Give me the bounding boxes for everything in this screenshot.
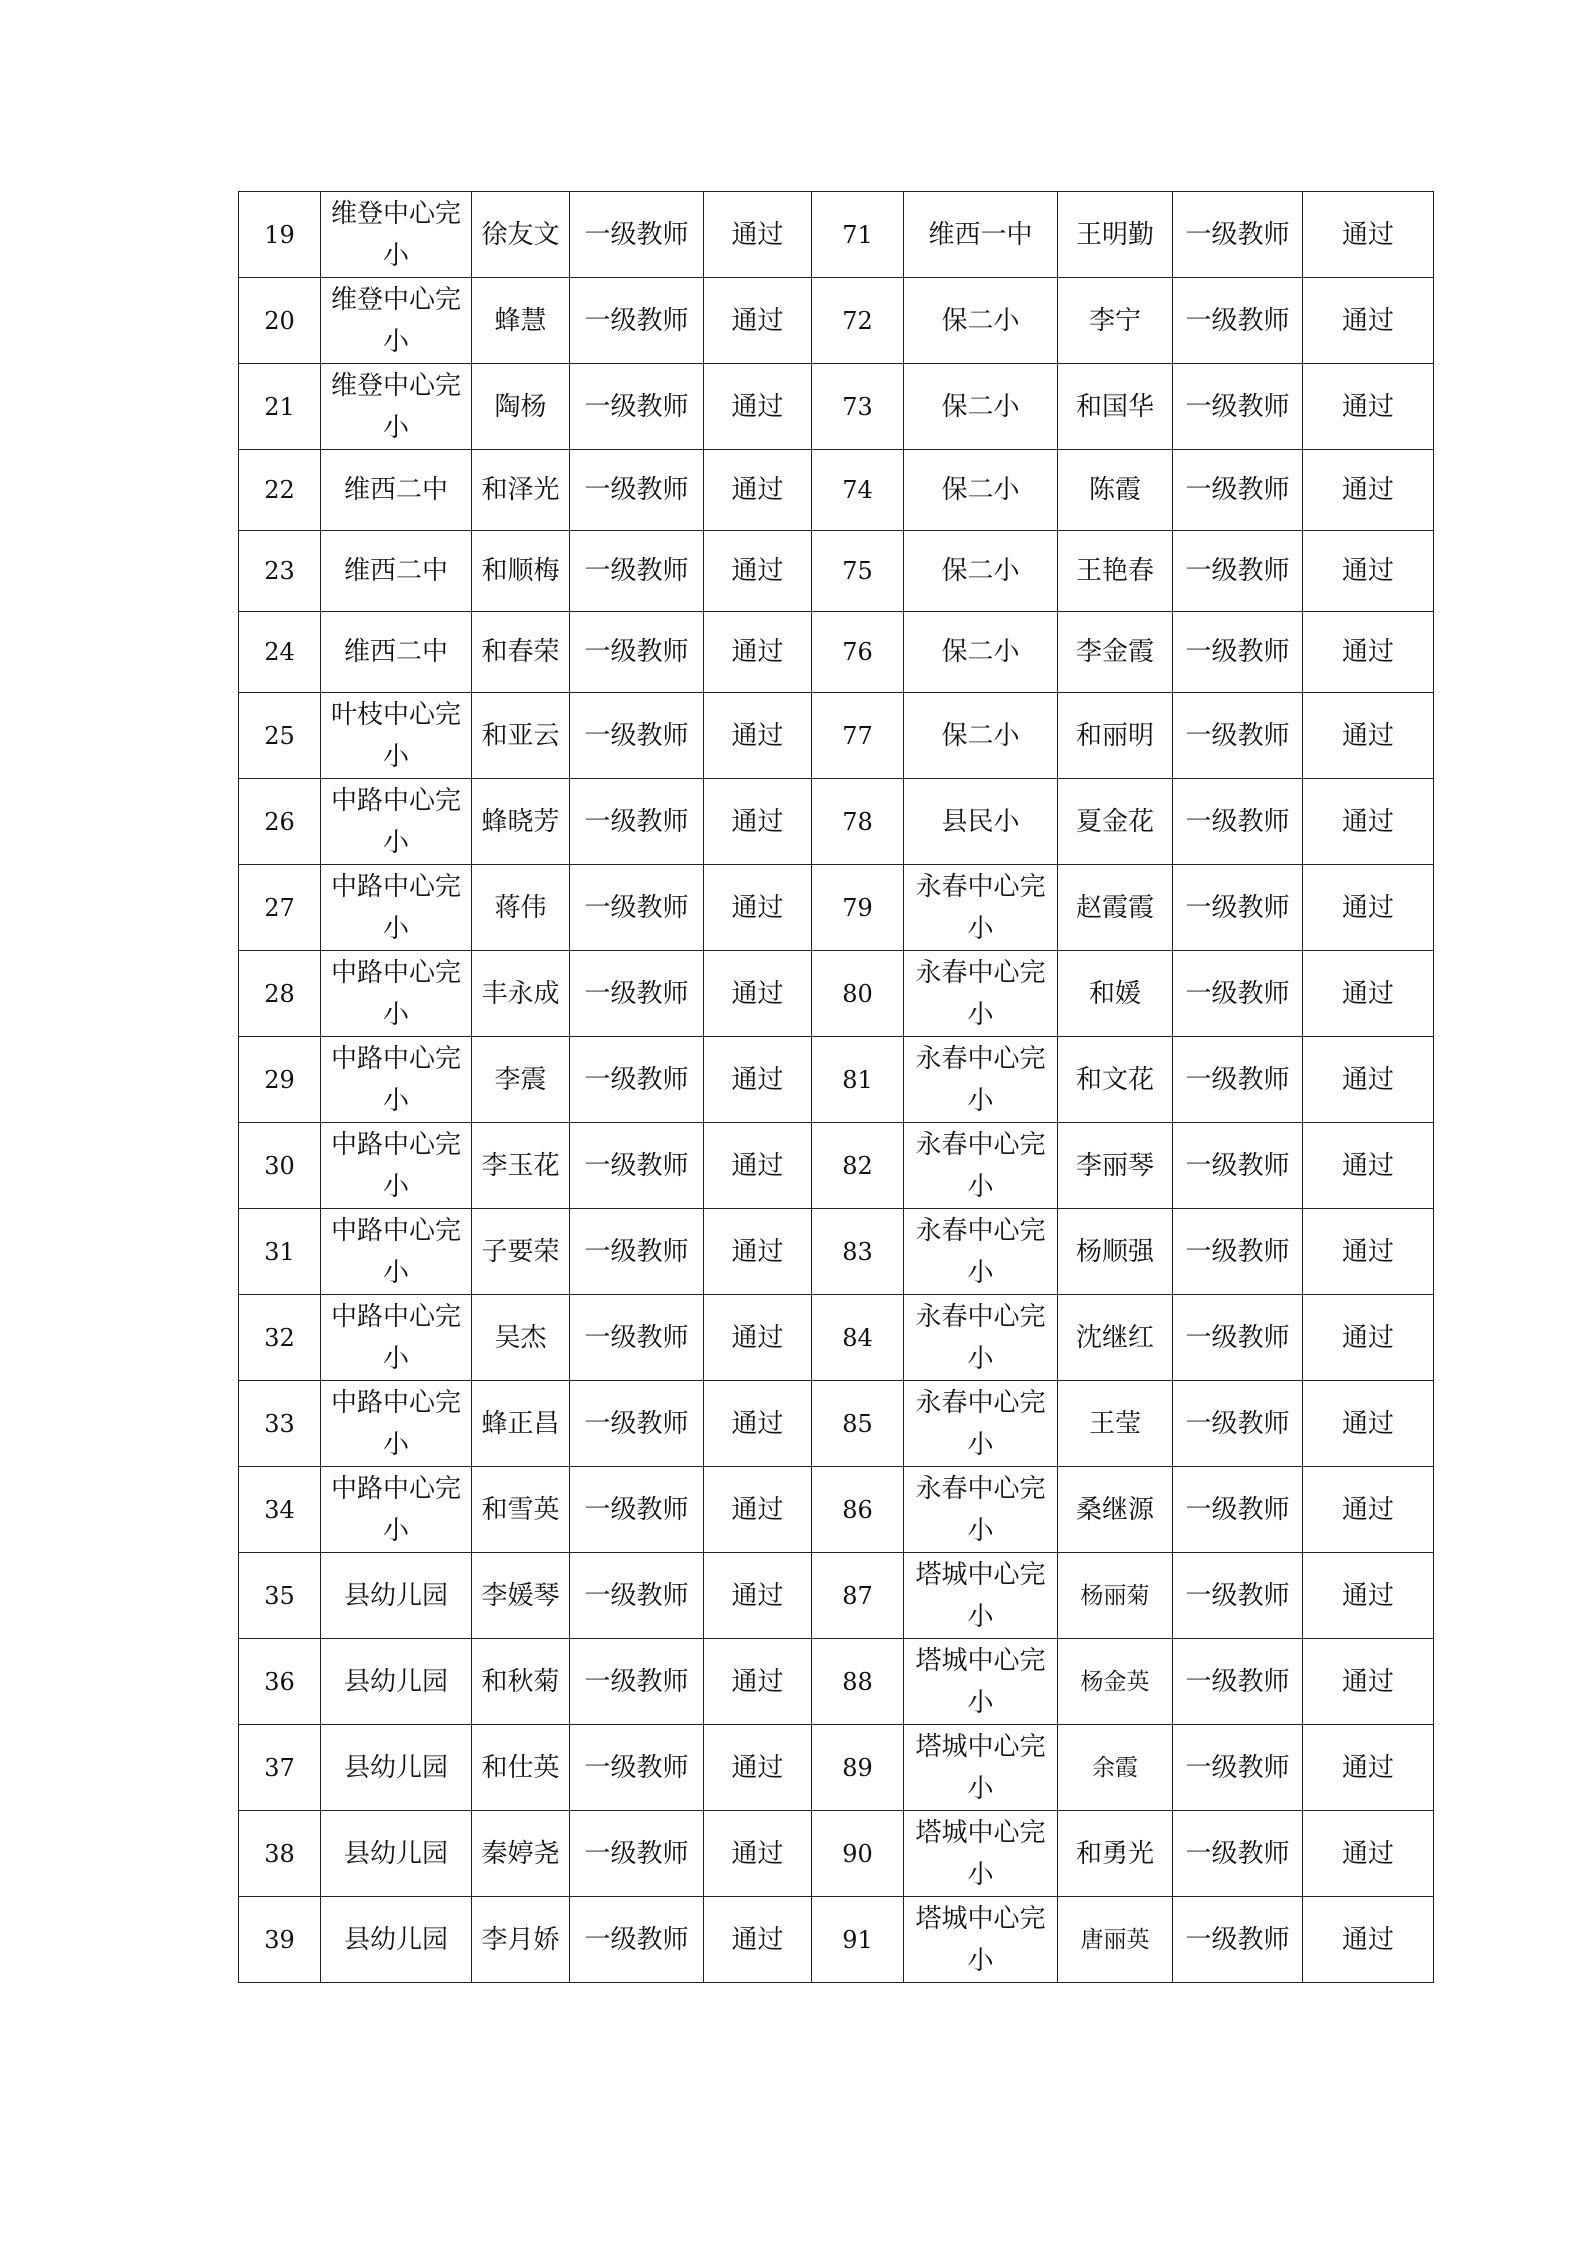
right-title-cell: 一级教师 bbox=[1173, 1553, 1303, 1639]
right-result-cell: 通过 bbox=[1303, 531, 1434, 612]
right-number-cell: 81 bbox=[812, 1037, 904, 1123]
right-title-cell: 一级教师 bbox=[1173, 865, 1303, 951]
right-school-cell: 永春中心完小 bbox=[904, 1209, 1058, 1295]
right-name-cell: 和丽明 bbox=[1058, 693, 1173, 779]
right-school-cell: 塔城中心完小 bbox=[904, 1553, 1058, 1639]
left-name-cell: 和亚云 bbox=[472, 693, 570, 779]
right-number-cell: 80 bbox=[812, 951, 904, 1037]
right-number-cell: 76 bbox=[812, 612, 904, 693]
right-school-cell: 永春中心完小 bbox=[904, 1123, 1058, 1209]
left-number-cell: 24 bbox=[239, 612, 321, 693]
right-result-cell: 通过 bbox=[1303, 612, 1434, 693]
table-row bbox=[239, 865, 1434, 951]
right-name-cell: 王艳春 bbox=[1058, 531, 1173, 612]
right-result-cell: 通过 bbox=[1303, 1123, 1434, 1209]
left-school-cell: 维登中心完小 bbox=[321, 364, 472, 450]
left-result-cell: 通过 bbox=[704, 1381, 812, 1467]
left-school-cell: 县幼儿园 bbox=[321, 1725, 472, 1811]
left-school-cell: 县幼儿园 bbox=[321, 1811, 472, 1897]
left-title-cell: 一级教师 bbox=[570, 1811, 704, 1897]
right-school-cell: 永春中心完小 bbox=[904, 1037, 1058, 1123]
left-school-cell: 中路中心完小 bbox=[321, 1467, 472, 1553]
left-result-cell: 通过 bbox=[704, 1037, 812, 1123]
right-result-cell: 通过 bbox=[1303, 1209, 1434, 1295]
table-row bbox=[239, 1209, 1434, 1295]
table-row bbox=[239, 1897, 1434, 1983]
left-title-cell: 一级教师 bbox=[570, 278, 704, 364]
right-title-cell: 一级教师 bbox=[1173, 612, 1303, 693]
right-number-cell: 87 bbox=[812, 1553, 904, 1639]
table-row bbox=[239, 779, 1434, 865]
left-result-cell: 通过 bbox=[704, 951, 812, 1037]
left-school-cell: 维登中心完小 bbox=[321, 192, 472, 278]
left-title-cell: 一级教师 bbox=[570, 693, 704, 779]
left-number-cell: 36 bbox=[239, 1639, 321, 1725]
left-school-cell: 维西二中 bbox=[321, 531, 472, 612]
left-title-cell: 一级教师 bbox=[570, 612, 704, 693]
left-number-cell: 30 bbox=[239, 1123, 321, 1209]
left-title-cell: 一级教师 bbox=[570, 1639, 704, 1725]
right-result-cell: 通过 bbox=[1303, 693, 1434, 779]
left-name-cell: 吴杰 bbox=[472, 1295, 570, 1381]
right-result-cell: 通过 bbox=[1303, 779, 1434, 865]
table-row bbox=[239, 278, 1434, 364]
table-row bbox=[239, 450, 1434, 531]
table-row bbox=[239, 1639, 1434, 1725]
right-result-cell: 通过 bbox=[1303, 278, 1434, 364]
left-result-cell: 通过 bbox=[704, 1295, 812, 1381]
right-result-cell: 通过 bbox=[1303, 951, 1434, 1037]
right-school-cell: 保二小 bbox=[904, 612, 1058, 693]
left-title-cell: 一级教师 bbox=[570, 865, 704, 951]
right-name-cell: 李丽琴 bbox=[1058, 1123, 1173, 1209]
right-school-cell: 永春中心完小 bbox=[904, 865, 1058, 951]
table-row bbox=[239, 531, 1434, 612]
table-row bbox=[239, 612, 1434, 693]
right-name-cell: 和媛 bbox=[1058, 951, 1173, 1037]
right-school-cell: 塔城中心完小 bbox=[904, 1639, 1058, 1725]
right-result-cell: 通过 bbox=[1303, 1467, 1434, 1553]
left-result-cell: 通过 bbox=[704, 364, 812, 450]
left-title-cell: 一级教师 bbox=[570, 192, 704, 278]
right-name-cell: 夏金花 bbox=[1058, 779, 1173, 865]
left-school-cell: 中路中心完小 bbox=[321, 951, 472, 1037]
right-result-cell: 通过 bbox=[1303, 192, 1434, 278]
left-title-cell: 一级教师 bbox=[570, 531, 704, 612]
table-row bbox=[239, 1295, 1434, 1381]
table-row bbox=[239, 1811, 1434, 1897]
right-name-cell: 和国华 bbox=[1058, 364, 1173, 450]
left-school-cell: 中路中心完小 bbox=[321, 1037, 472, 1123]
right-number-cell: 75 bbox=[812, 531, 904, 612]
right-school-cell: 保二小 bbox=[904, 364, 1058, 450]
left-school-cell: 维登中心完小 bbox=[321, 278, 472, 364]
left-result-cell: 通过 bbox=[704, 1639, 812, 1725]
right-name-cell: 和勇光 bbox=[1058, 1811, 1173, 1897]
left-school-cell: 维西二中 bbox=[321, 612, 472, 693]
teacher-roster-table bbox=[238, 191, 1434, 1983]
left-name-cell: 蜂晓芳 bbox=[472, 779, 570, 865]
left-name-cell: 秦婷尧 bbox=[472, 1811, 570, 1897]
left-name-cell: 和仕英 bbox=[472, 1725, 570, 1811]
right-number-cell: 71 bbox=[812, 192, 904, 278]
table-row bbox=[239, 1725, 1434, 1811]
right-result-cell: 通过 bbox=[1303, 1295, 1434, 1381]
left-result-cell: 通过 bbox=[704, 693, 812, 779]
right-name-cell: 和文花 bbox=[1058, 1037, 1173, 1123]
right-number-cell: 73 bbox=[812, 364, 904, 450]
left-title-cell: 一级教师 bbox=[570, 779, 704, 865]
right-result-cell: 通过 bbox=[1303, 364, 1434, 450]
left-result-cell: 通过 bbox=[704, 531, 812, 612]
table-row bbox=[239, 364, 1434, 450]
left-number-cell: 23 bbox=[239, 531, 321, 612]
left-name-cell: 和雪英 bbox=[472, 1467, 570, 1553]
right-name-cell: 陈霞 bbox=[1058, 450, 1173, 531]
right-school-cell: 塔城中心完小 bbox=[904, 1725, 1058, 1811]
right-number-cell: 91 bbox=[812, 1897, 904, 1983]
right-number-cell: 72 bbox=[812, 278, 904, 364]
left-school-cell: 中路中心完小 bbox=[321, 779, 472, 865]
left-number-cell: 22 bbox=[239, 450, 321, 531]
left-name-cell: 徐友文 bbox=[472, 192, 570, 278]
right-number-cell: 89 bbox=[812, 1725, 904, 1811]
left-title-cell: 一级教师 bbox=[570, 450, 704, 531]
left-number-cell: 31 bbox=[239, 1209, 321, 1295]
right-school-cell: 县民小 bbox=[904, 779, 1058, 865]
right-school-cell: 维西一中 bbox=[904, 192, 1058, 278]
right-name-cell: 李宁 bbox=[1058, 278, 1173, 364]
table-row bbox=[239, 1381, 1434, 1467]
left-name-cell: 和顺梅 bbox=[472, 531, 570, 612]
right-number-cell: 83 bbox=[812, 1209, 904, 1295]
left-number-cell: 25 bbox=[239, 693, 321, 779]
table-row bbox=[239, 1123, 1434, 1209]
right-number-cell: 86 bbox=[812, 1467, 904, 1553]
right-title-cell: 一级教师 bbox=[1173, 531, 1303, 612]
left-name-cell: 蜂正昌 bbox=[472, 1381, 570, 1467]
right-name-cell: 唐丽英 bbox=[1058, 1897, 1173, 1983]
right-result-cell: 通过 bbox=[1303, 1381, 1434, 1467]
left-result-cell: 通过 bbox=[704, 612, 812, 693]
right-result-cell: 通过 bbox=[1303, 1897, 1434, 1983]
right-title-cell: 一级教师 bbox=[1173, 1639, 1303, 1725]
left-name-cell: 陶杨 bbox=[472, 364, 570, 450]
right-school-cell: 永春中心完小 bbox=[904, 1295, 1058, 1381]
left-number-cell: 35 bbox=[239, 1553, 321, 1639]
right-title-cell: 一级教师 bbox=[1173, 1811, 1303, 1897]
right-title-cell: 一级教师 bbox=[1173, 1897, 1303, 1983]
right-title-cell: 一级教师 bbox=[1173, 1295, 1303, 1381]
left-title-cell: 一级教师 bbox=[570, 951, 704, 1037]
left-title-cell: 一级教师 bbox=[570, 1897, 704, 1983]
right-number-cell: 79 bbox=[812, 865, 904, 951]
right-school-cell: 塔城中心完小 bbox=[904, 1897, 1058, 1983]
left-result-cell: 通过 bbox=[704, 865, 812, 951]
right-result-cell: 通过 bbox=[1303, 1037, 1434, 1123]
right-number-cell: 77 bbox=[812, 693, 904, 779]
left-name-cell: 李月娇 bbox=[472, 1897, 570, 1983]
left-name-cell: 丰永成 bbox=[472, 951, 570, 1037]
right-name-cell: 杨顺强 bbox=[1058, 1209, 1173, 1295]
table-row bbox=[239, 1467, 1434, 1553]
left-name-cell: 子要荣 bbox=[472, 1209, 570, 1295]
left-result-cell: 通过 bbox=[704, 278, 812, 364]
right-title-cell: 一级教师 bbox=[1173, 779, 1303, 865]
right-title-cell: 一级教师 bbox=[1173, 192, 1303, 278]
right-title-cell: 一级教师 bbox=[1173, 1209, 1303, 1295]
left-title-cell: 一级教师 bbox=[570, 364, 704, 450]
left-number-cell: 39 bbox=[239, 1897, 321, 1983]
left-title-cell: 一级教师 bbox=[570, 1295, 704, 1381]
right-name-cell: 李金霞 bbox=[1058, 612, 1173, 693]
right-name-cell: 王莹 bbox=[1058, 1381, 1173, 1467]
right-name-cell: 杨金英 bbox=[1058, 1639, 1173, 1725]
left-school-cell: 叶枝中心完小 bbox=[321, 693, 472, 779]
left-number-cell: 32 bbox=[239, 1295, 321, 1381]
right-result-cell: 通过 bbox=[1303, 1725, 1434, 1811]
right-title-cell: 一级教师 bbox=[1173, 693, 1303, 779]
right-name-cell: 桑继源 bbox=[1058, 1467, 1173, 1553]
right-title-cell: 一级教师 bbox=[1173, 951, 1303, 1037]
left-number-cell: 19 bbox=[239, 192, 321, 278]
right-title-cell: 一级教师 bbox=[1173, 450, 1303, 531]
roster-body bbox=[239, 192, 1434, 1983]
left-name-cell: 和春荣 bbox=[472, 612, 570, 693]
left-number-cell: 28 bbox=[239, 951, 321, 1037]
left-number-cell: 37 bbox=[239, 1725, 321, 1811]
right-name-cell: 余霞 bbox=[1058, 1725, 1173, 1811]
left-school-cell: 中路中心完小 bbox=[321, 1295, 472, 1381]
right-name-cell: 沈继红 bbox=[1058, 1295, 1173, 1381]
left-number-cell: 38 bbox=[239, 1811, 321, 1897]
right-school-cell: 保二小 bbox=[904, 693, 1058, 779]
left-school-cell: 维西二中 bbox=[321, 450, 472, 531]
left-name-cell: 蜂慧 bbox=[472, 278, 570, 364]
left-school-cell: 中路中心完小 bbox=[321, 1381, 472, 1467]
left-name-cell: 和秋菊 bbox=[472, 1639, 570, 1725]
left-result-cell: 通过 bbox=[704, 1123, 812, 1209]
left-school-cell: 中路中心完小 bbox=[321, 1209, 472, 1295]
right-name-cell: 杨丽菊 bbox=[1058, 1553, 1173, 1639]
left-school-cell: 县幼儿园 bbox=[321, 1639, 472, 1725]
left-school-cell: 县幼儿园 bbox=[321, 1897, 472, 1983]
right-number-cell: 88 bbox=[812, 1639, 904, 1725]
left-result-cell: 通过 bbox=[704, 1897, 812, 1983]
left-name-cell: 和泽光 bbox=[472, 450, 570, 531]
left-name-cell: 蒋伟 bbox=[472, 865, 570, 951]
left-result-cell: 通过 bbox=[704, 779, 812, 865]
left-result-cell: 通过 bbox=[704, 450, 812, 531]
right-title-cell: 一级教师 bbox=[1173, 1725, 1303, 1811]
right-number-cell: 74 bbox=[812, 450, 904, 531]
right-number-cell: 85 bbox=[812, 1381, 904, 1467]
table-row bbox=[239, 693, 1434, 779]
left-title-cell: 一级教师 bbox=[570, 1123, 704, 1209]
right-school-cell: 保二小 bbox=[904, 278, 1058, 364]
left-result-cell: 通过 bbox=[704, 1811, 812, 1897]
left-title-cell: 一级教师 bbox=[570, 1553, 704, 1639]
left-name-cell: 李玉花 bbox=[472, 1123, 570, 1209]
right-school-cell: 永春中心完小 bbox=[904, 1381, 1058, 1467]
left-title-cell: 一级教师 bbox=[570, 1725, 704, 1811]
left-number-cell: 34 bbox=[239, 1467, 321, 1553]
right-number-cell: 84 bbox=[812, 1295, 904, 1381]
table-row bbox=[239, 1037, 1434, 1123]
right-name-cell: 王明勤 bbox=[1058, 192, 1173, 278]
right-name-cell: 赵霞霞 bbox=[1058, 865, 1173, 951]
right-title-cell: 一级教师 bbox=[1173, 1123, 1303, 1209]
right-number-cell: 78 bbox=[812, 779, 904, 865]
right-result-cell: 通过 bbox=[1303, 1811, 1434, 1897]
left-number-cell: 33 bbox=[239, 1381, 321, 1467]
left-title-cell: 一级教师 bbox=[570, 1381, 704, 1467]
right-school-cell: 塔城中心完小 bbox=[904, 1811, 1058, 1897]
left-number-cell: 21 bbox=[239, 364, 321, 450]
right-title-cell: 一级教师 bbox=[1173, 1381, 1303, 1467]
left-result-cell: 通过 bbox=[704, 1467, 812, 1553]
right-school-cell: 永春中心完小 bbox=[904, 951, 1058, 1037]
right-title-cell: 一级教师 bbox=[1173, 1037, 1303, 1123]
left-number-cell: 26 bbox=[239, 779, 321, 865]
right-school-cell: 保二小 bbox=[904, 450, 1058, 531]
left-name-cell: 李震 bbox=[472, 1037, 570, 1123]
table-row bbox=[239, 951, 1434, 1037]
left-result-cell: 通过 bbox=[704, 192, 812, 278]
left-school-cell: 县幼儿园 bbox=[321, 1553, 472, 1639]
left-number-cell: 27 bbox=[239, 865, 321, 951]
right-title-cell: 一级教师 bbox=[1173, 364, 1303, 450]
left-title-cell: 一级教师 bbox=[570, 1037, 704, 1123]
right-school-cell: 保二小 bbox=[904, 531, 1058, 612]
right-number-cell: 90 bbox=[812, 1811, 904, 1897]
right-result-cell: 通过 bbox=[1303, 865, 1434, 951]
left-title-cell: 一级教师 bbox=[570, 1209, 704, 1295]
right-school-cell: 永春中心完小 bbox=[904, 1467, 1058, 1553]
left-name-cell: 李媛琴 bbox=[472, 1553, 570, 1639]
left-school-cell: 中路中心完小 bbox=[321, 1123, 472, 1209]
left-result-cell: 通过 bbox=[704, 1725, 812, 1811]
right-result-cell: 通过 bbox=[1303, 450, 1434, 531]
right-result-cell: 通过 bbox=[1303, 1639, 1434, 1725]
left-number-cell: 29 bbox=[239, 1037, 321, 1123]
right-title-cell: 一级教师 bbox=[1173, 1467, 1303, 1553]
table-row bbox=[239, 192, 1434, 278]
left-number-cell: 20 bbox=[239, 278, 321, 364]
left-title-cell: 一级教师 bbox=[570, 1467, 704, 1553]
left-result-cell: 通过 bbox=[704, 1209, 812, 1295]
right-result-cell: 通过 bbox=[1303, 1553, 1434, 1639]
right-title-cell: 一级教师 bbox=[1173, 278, 1303, 364]
left-school-cell: 中路中心完小 bbox=[321, 865, 472, 951]
left-result-cell: 通过 bbox=[704, 1553, 812, 1639]
right-number-cell: 82 bbox=[812, 1123, 904, 1209]
table-row bbox=[239, 1553, 1434, 1639]
